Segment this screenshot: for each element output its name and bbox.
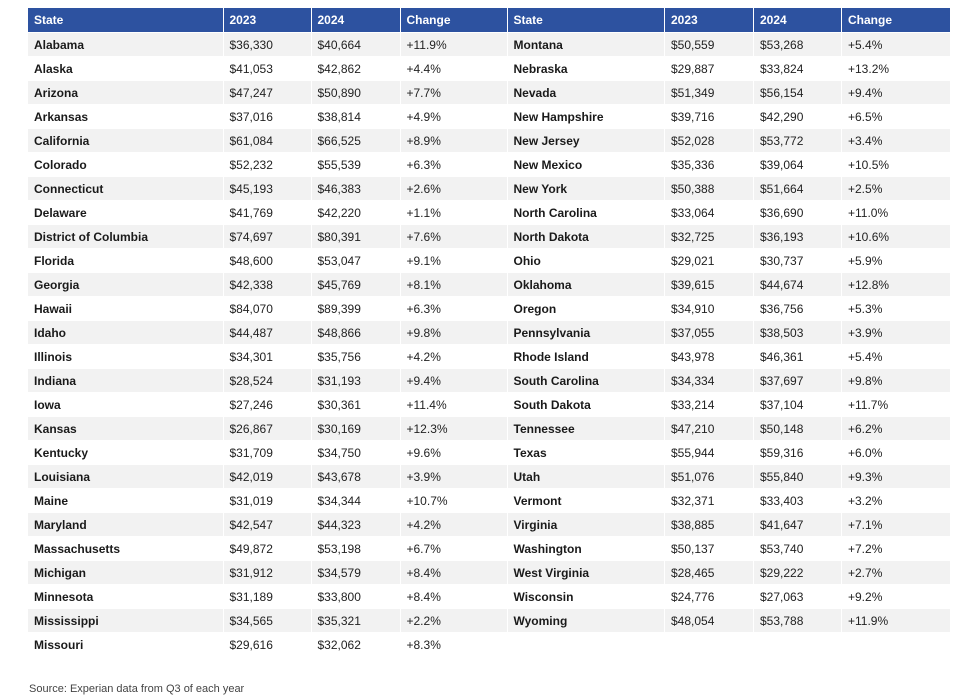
value-2024-cell: $31,193 (311, 369, 400, 393)
state-cell: Arizona (28, 81, 223, 105)
empty-table-row (508, 633, 951, 657)
table-row (508, 345, 951, 369)
state-cell: New York (508, 177, 665, 201)
state-cell: West Virginia (508, 561, 665, 585)
change-cell: +3.2% (842, 489, 951, 513)
state-cell: Delaware (28, 201, 223, 225)
value-2024-cell: $33,800 (311, 585, 400, 609)
value-2023-cell: $31,189 (223, 585, 311, 609)
state-cell: Alabama (28, 33, 223, 57)
table-row (28, 177, 507, 201)
value-2024-cell: $35,321 (311, 609, 400, 633)
table-row (28, 417, 507, 441)
state-cell: North Dakota (508, 225, 665, 249)
value-2023-cell: $51,076 (665, 465, 754, 489)
value-2023-cell: $35,336 (665, 153, 754, 177)
value-2023-cell: $49,872 (223, 537, 311, 561)
table-row (508, 321, 951, 345)
change-cell: +4.9% (400, 105, 507, 129)
change-cell: +5.4% (842, 33, 951, 57)
change-cell: +9.1% (400, 249, 507, 273)
value-2023-cell: $41,769 (223, 201, 311, 225)
state-cell: Nevada (508, 81, 665, 105)
table-row (28, 489, 507, 513)
right-table-body (508, 33, 951, 657)
table-row (28, 273, 507, 297)
change-cell: +6.3% (400, 297, 507, 321)
value-2023-cell: $42,547 (223, 513, 311, 537)
table-row (28, 561, 507, 585)
value-2024-cell: $40,664 (311, 33, 400, 57)
change-cell: +4.2% (400, 513, 507, 537)
empty-cell (508, 633, 665, 657)
table-row (508, 201, 951, 225)
left-state-table (28, 8, 508, 656)
change-cell: +3.9% (842, 321, 951, 345)
change-cell: +4.2% (400, 345, 507, 369)
header-state: State (508, 8, 665, 33)
value-2024-cell: $42,290 (754, 105, 842, 129)
state-cell: Maine (28, 489, 223, 513)
state-cell: Tennessee (508, 417, 665, 441)
header-change: Change (400, 8, 507, 33)
value-2023-cell: $43,978 (665, 345, 754, 369)
change-cell: +8.4% (400, 585, 507, 609)
change-cell: +6.3% (400, 153, 507, 177)
value-2023-cell: $33,064 (665, 201, 754, 225)
table-row (508, 153, 951, 177)
value-2023-cell: $28,465 (665, 561, 754, 585)
change-cell: +9.6% (400, 441, 507, 465)
state-cell: Minnesota (28, 585, 223, 609)
change-cell: +10.6% (842, 225, 951, 249)
value-2023-cell: $36,330 (223, 33, 311, 57)
state-cell: Oregon (508, 297, 665, 321)
state-cell: Arkansas (28, 105, 223, 129)
table-row (28, 585, 507, 609)
value-2023-cell: $26,867 (223, 417, 311, 441)
value-2024-cell: $53,198 (311, 537, 400, 561)
table-row (508, 225, 951, 249)
state-cell: New Hampshire (508, 105, 665, 129)
table-header-row (508, 8, 951, 33)
table-row (28, 33, 507, 57)
table-row (508, 105, 951, 129)
value-2023-cell: $31,912 (223, 561, 311, 585)
value-2024-cell: $36,756 (754, 297, 842, 321)
state-cell: Wisconsin (508, 585, 665, 609)
change-cell: +2.5% (842, 177, 951, 201)
value-2024-cell: $45,769 (311, 273, 400, 297)
value-2023-cell: $50,388 (665, 177, 754, 201)
change-cell: +5.4% (842, 345, 951, 369)
change-cell: +3.4% (842, 129, 951, 153)
value-2024-cell: $80,391 (311, 225, 400, 249)
state-cell: Vermont (508, 489, 665, 513)
value-2024-cell: $66,525 (311, 129, 400, 153)
value-2024-cell: $36,690 (754, 201, 842, 225)
state-cell: Maryland (28, 513, 223, 537)
table-row (28, 81, 507, 105)
table-row (508, 585, 951, 609)
value-2023-cell: $61,084 (223, 129, 311, 153)
table-row (28, 321, 507, 345)
change-cell: +11.9% (842, 609, 951, 633)
table-row (508, 465, 951, 489)
source-note: Source: Experian data from Q3 of each year (29, 683, 245, 695)
table-row (28, 225, 507, 249)
header-change: Change (842, 8, 951, 33)
change-cell: +8.1% (400, 273, 507, 297)
change-cell: +12.3% (400, 417, 507, 441)
state-cell: North Carolina (508, 201, 665, 225)
value-2023-cell: $33,214 (665, 393, 754, 417)
empty-cell (842, 633, 951, 657)
change-cell: +8.4% (400, 561, 507, 585)
header-2023: 2023 (223, 8, 311, 33)
value-2023-cell: $29,616 (223, 633, 311, 657)
value-2024-cell: $30,737 (754, 249, 842, 273)
table-row (508, 441, 951, 465)
table-row (508, 33, 951, 57)
change-cell: +8.3% (400, 633, 507, 657)
value-2023-cell: $39,716 (665, 105, 754, 129)
table-row (28, 609, 507, 633)
change-cell: +9.2% (842, 585, 951, 609)
table-row (508, 129, 951, 153)
state-cell: Idaho (28, 321, 223, 345)
table-row (28, 105, 507, 129)
change-cell: +10.5% (842, 153, 951, 177)
change-cell: +11.4% (400, 393, 507, 417)
value-2023-cell: $34,910 (665, 297, 754, 321)
value-2024-cell: $51,664 (754, 177, 842, 201)
value-2023-cell: $34,301 (223, 345, 311, 369)
value-2023-cell: $24,776 (665, 585, 754, 609)
value-2024-cell: $50,148 (754, 417, 842, 441)
change-cell: +9.8% (400, 321, 507, 345)
change-cell: +2.6% (400, 177, 507, 201)
value-2024-cell: $53,740 (754, 537, 842, 561)
state-cell: Virginia (508, 513, 665, 537)
table-header-row (28, 8, 507, 33)
value-2023-cell: $29,021 (665, 249, 754, 273)
value-2024-cell: $50,890 (311, 81, 400, 105)
table-row (508, 273, 951, 297)
state-cell: Kentucky (28, 441, 223, 465)
change-cell: +5.9% (842, 249, 951, 273)
table-row (28, 633, 507, 657)
value-2023-cell: $44,487 (223, 321, 311, 345)
state-cell: Hawaii (28, 297, 223, 321)
state-cell: Florida (28, 249, 223, 273)
state-cell: New Mexico (508, 153, 665, 177)
value-2023-cell: $32,725 (665, 225, 754, 249)
state-cell: New Jersey (508, 129, 665, 153)
value-2023-cell: $37,016 (223, 105, 311, 129)
change-cell: +9.4% (842, 81, 951, 105)
header-state: State (28, 8, 223, 33)
value-2024-cell: $34,579 (311, 561, 400, 585)
change-cell: +11.9% (400, 33, 507, 57)
state-cell: Washington (508, 537, 665, 561)
empty-cell (665, 633, 754, 657)
value-2024-cell: $39,064 (754, 153, 842, 177)
value-2024-cell: $59,316 (754, 441, 842, 465)
table-row (508, 369, 951, 393)
table-row (28, 513, 507, 537)
state-cell: Ohio (508, 249, 665, 273)
table-row (508, 57, 951, 81)
table-row (508, 393, 951, 417)
value-2023-cell: $74,697 (223, 225, 311, 249)
left-table-body (28, 33, 507, 657)
value-2023-cell: $42,338 (223, 273, 311, 297)
state-cell: Missouri (28, 633, 223, 657)
table-row (28, 345, 507, 369)
table-row (28, 201, 507, 225)
table-row (28, 153, 507, 177)
table-row (28, 465, 507, 489)
change-cell: +12.8% (842, 273, 951, 297)
value-2024-cell: $53,268 (754, 33, 842, 57)
income-tables (28, 8, 950, 656)
change-cell: +6.5% (842, 105, 951, 129)
change-cell: +10.7% (400, 489, 507, 513)
table-row (508, 513, 951, 537)
header-2024: 2024 (311, 8, 400, 33)
value-2024-cell: $44,323 (311, 513, 400, 537)
value-2024-cell: $53,788 (754, 609, 842, 633)
value-2023-cell: $50,137 (665, 537, 754, 561)
value-2024-cell: $41,647 (754, 513, 842, 537)
table-row (28, 441, 507, 465)
table-row (28, 369, 507, 393)
state-cell: Connecticut (28, 177, 223, 201)
state-cell: Illinois (28, 345, 223, 369)
value-2024-cell: $33,824 (754, 57, 842, 81)
change-cell: +13.2% (842, 57, 951, 81)
table-row (508, 561, 951, 585)
value-2023-cell: $31,019 (223, 489, 311, 513)
change-cell: +6.2% (842, 417, 951, 441)
right-state-table (508, 8, 952, 656)
value-2024-cell: $34,750 (311, 441, 400, 465)
value-2023-cell: $50,559 (665, 33, 754, 57)
value-2023-cell: $48,054 (665, 609, 754, 633)
value-2024-cell: $27,063 (754, 585, 842, 609)
value-2024-cell: $48,866 (311, 321, 400, 345)
value-2024-cell: $46,383 (311, 177, 400, 201)
value-2024-cell: $53,772 (754, 129, 842, 153)
change-cell: +7.1% (842, 513, 951, 537)
value-2024-cell: $43,678 (311, 465, 400, 489)
change-cell: +6.0% (842, 441, 951, 465)
value-2023-cell: $32,371 (665, 489, 754, 513)
state-cell: Montana (508, 33, 665, 57)
value-2023-cell: $29,887 (665, 57, 754, 81)
state-cell: Oklahoma (508, 273, 665, 297)
state-cell: Michigan (28, 561, 223, 585)
change-cell: +6.7% (400, 537, 507, 561)
state-cell: Louisiana (28, 465, 223, 489)
value-2023-cell: $28,524 (223, 369, 311, 393)
value-2023-cell: $34,334 (665, 369, 754, 393)
table-row (508, 249, 951, 273)
change-cell: +7.7% (400, 81, 507, 105)
value-2024-cell: $38,503 (754, 321, 842, 345)
value-2024-cell: $30,169 (311, 417, 400, 441)
value-2024-cell: $56,154 (754, 81, 842, 105)
value-2024-cell: $89,399 (311, 297, 400, 321)
state-cell: Rhode Island (508, 345, 665, 369)
value-2023-cell: $42,019 (223, 465, 311, 489)
value-2023-cell: $51,349 (665, 81, 754, 105)
table-row (28, 537, 507, 561)
value-2024-cell: $36,193 (754, 225, 842, 249)
change-cell: +7.2% (842, 537, 951, 561)
state-cell: Pennsylvania (508, 321, 665, 345)
value-2024-cell: $46,361 (754, 345, 842, 369)
state-cell: Texas (508, 441, 665, 465)
state-cell: Wyoming (508, 609, 665, 633)
value-2023-cell: $27,246 (223, 393, 311, 417)
header-2023: 2023 (665, 8, 754, 33)
value-2024-cell: $42,220 (311, 201, 400, 225)
value-2024-cell: $55,840 (754, 465, 842, 489)
value-2023-cell: $37,055 (665, 321, 754, 345)
change-cell: +8.9% (400, 129, 507, 153)
state-cell: South Dakota (508, 393, 665, 417)
state-cell: Georgia (28, 273, 223, 297)
value-2023-cell: $48,600 (223, 249, 311, 273)
value-2024-cell: $34,344 (311, 489, 400, 513)
value-2023-cell: $34,565 (223, 609, 311, 633)
table-row (508, 81, 951, 105)
change-cell: +9.4% (400, 369, 507, 393)
state-cell: District of Columbia (28, 225, 223, 249)
change-cell: +3.9% (400, 465, 507, 489)
state-cell: South Carolina (508, 369, 665, 393)
value-2024-cell: $38,814 (311, 105, 400, 129)
change-cell: +7.6% (400, 225, 507, 249)
table-row (508, 177, 951, 201)
value-2023-cell: $52,232 (223, 153, 311, 177)
state-cell: Alaska (28, 57, 223, 81)
change-cell: +9.8% (842, 369, 951, 393)
value-2023-cell: $84,070 (223, 297, 311, 321)
header-2024: 2024 (754, 8, 842, 33)
change-cell: +11.7% (842, 393, 951, 417)
table-row (508, 297, 951, 321)
state-cell: Utah (508, 465, 665, 489)
value-2024-cell: $30,361 (311, 393, 400, 417)
value-2023-cell: $47,210 (665, 417, 754, 441)
value-2024-cell: $33,403 (754, 489, 842, 513)
state-cell: Nebraska (508, 57, 665, 81)
table-row (28, 297, 507, 321)
table-row (28, 249, 507, 273)
change-cell: +11.0% (842, 201, 951, 225)
value-2023-cell: $55,944 (665, 441, 754, 465)
change-cell: +1.1% (400, 201, 507, 225)
table-row (28, 57, 507, 81)
state-cell: Iowa (28, 393, 223, 417)
value-2024-cell: $35,756 (311, 345, 400, 369)
value-2023-cell: $31,709 (223, 441, 311, 465)
value-2024-cell: $44,674 (754, 273, 842, 297)
table-row (508, 417, 951, 441)
value-2023-cell: $38,885 (665, 513, 754, 537)
state-cell: Massachusetts (28, 537, 223, 561)
table-row (508, 489, 951, 513)
value-2023-cell: $41,053 (223, 57, 311, 81)
table-row (508, 537, 951, 561)
value-2024-cell: $42,862 (311, 57, 400, 81)
change-cell: +9.3% (842, 465, 951, 489)
table-row (508, 609, 951, 633)
table-row (28, 393, 507, 417)
value-2023-cell: $39,615 (665, 273, 754, 297)
change-cell: +2.2% (400, 609, 507, 633)
state-cell: California (28, 129, 223, 153)
state-cell: Indiana (28, 369, 223, 393)
state-cell: Kansas (28, 417, 223, 441)
value-2023-cell: $47,247 (223, 81, 311, 105)
value-2023-cell: $45,193 (223, 177, 311, 201)
empty-cell (754, 633, 842, 657)
change-cell: +5.3% (842, 297, 951, 321)
value-2023-cell: $52,028 (665, 129, 754, 153)
value-2024-cell: $32,062 (311, 633, 400, 657)
value-2024-cell: $55,539 (311, 153, 400, 177)
state-cell: Mississippi (28, 609, 223, 633)
state-cell: Colorado (28, 153, 223, 177)
value-2024-cell: $29,222 (754, 561, 842, 585)
change-cell: +4.4% (400, 57, 507, 81)
table-row (28, 129, 507, 153)
value-2024-cell: $53,047 (311, 249, 400, 273)
value-2024-cell: $37,104 (754, 393, 842, 417)
change-cell: +2.7% (842, 561, 951, 585)
value-2024-cell: $37,697 (754, 369, 842, 393)
